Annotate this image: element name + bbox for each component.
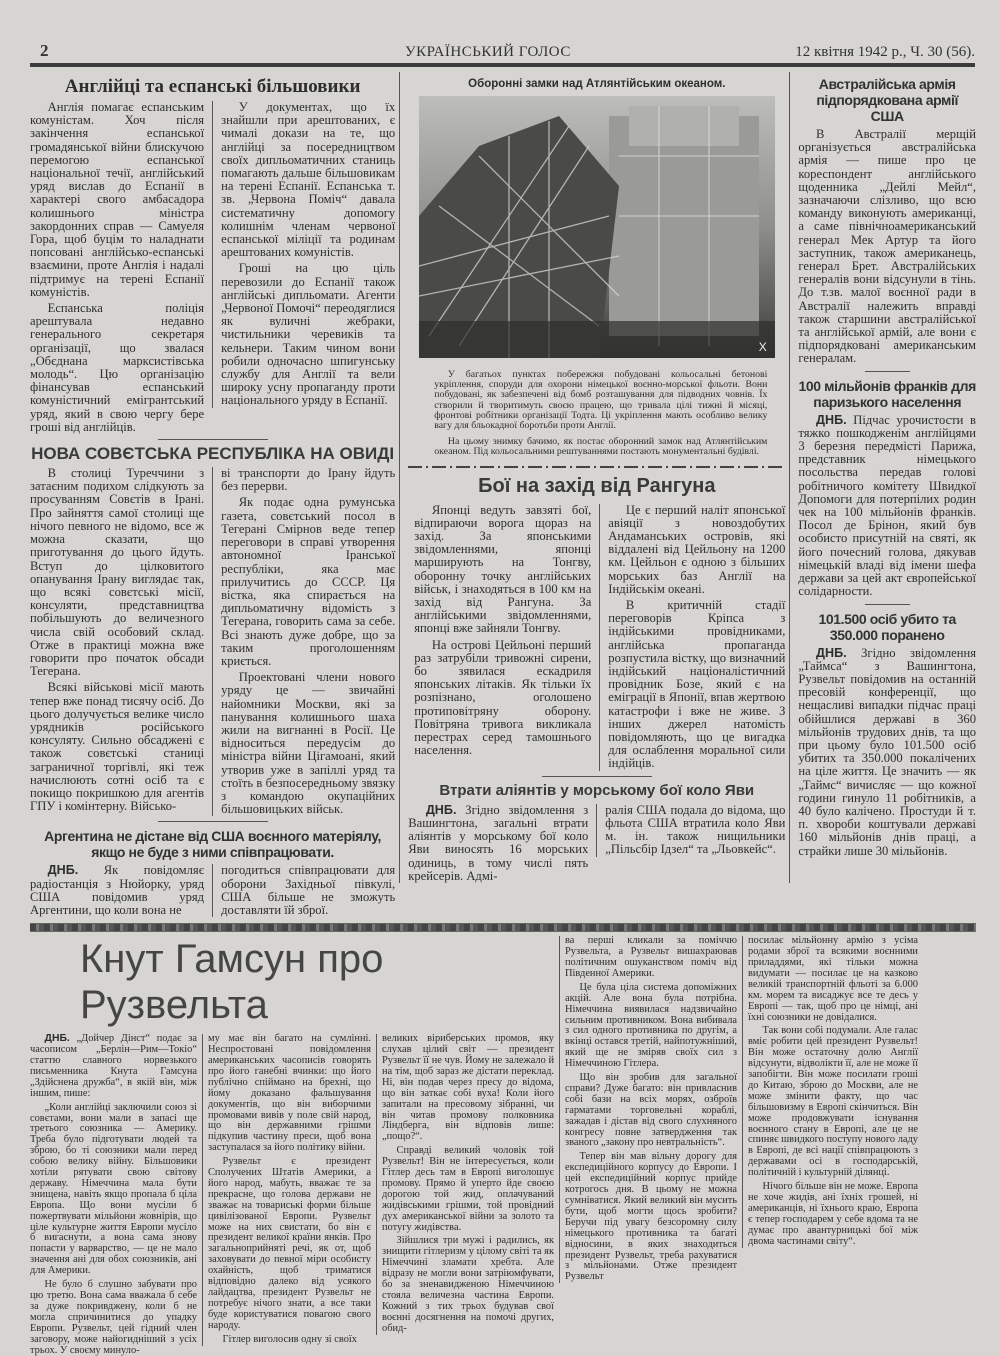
paragraph — [30, 1280, 197, 1356]
paragraph-text: му має він багато на сумлінні. Неспростовані повідомлення американських часописів говорять про його ганебні вчинки: що його публічно спіймано на брехні, що йому доказано фальшування документів, що він виборчими промовами вивів у поле свій народ, що він державними грішми підкупив частину преси, щоб вона заступалася за його політику війни. — [208, 1033, 371, 1154]
left-stack — [30, 72, 399, 917]
news-agency-lead: ДНБ. — [47, 863, 79, 878]
article-rangoon — [408, 474, 785, 771]
paragraph-text: Як повідомляє радіостанція з Нюйорку, уряд США повідомив уряд Аргентини, що коли вона не — [30, 863, 205, 917]
paragraph — [221, 467, 395, 493]
caption-paragraph: На цьому знимку бачимо, як постає оборонний замок над Атлянтійським океаном. Під кольосальними рештуваннями постають монументальні будівлі. — [434, 436, 768, 458]
caption-paragraph: У багатьох пунктах побережжя побудовані кольосальні бетонові укріплення, споруди для охорони німецької воєнно-морської фльоти. Вони побудовані, як забезпечені від бомб розташування для підводних човнів. Їх створили й творитимуть своєю працею, що тривала цілі тижні й місяці, фронтові робітники організації Тодта. Ці укріплення мають особливо велику вагу для бльокадної боротьби проти Англії. — [434, 369, 768, 432]
paragraph-text: ралія США подала до відома, що фльота США втратила коло Яви м. ін. також нищильники „Пільсбір Ідзел“ та „Льовкейс“. — [605, 802, 786, 857]
paragraph — [221, 864, 395, 917]
photo-atlantic-fortifications — [419, 96, 775, 358]
paragraph-text: Це є перший наліт японської авіяції з новоздобутих Андаманських островів, які віддалені від Цейльону на 1200 км. Цейльон є одною з більших морських баз Англії на Індійськім океані. — [608, 502, 786, 596]
article-argentina — [30, 824, 395, 917]
paragraph — [798, 647, 976, 858]
article-column — [742, 936, 918, 1247]
paragraph-text: В Австралії мерщій організується австралійська армія — пише про це кореспондент англійського щоденника „Дейлі Мейл“, зазначаючи слізливо, що всю команду виконують американці, а саме північноамериканський генерал Мек Артур та його заступник, також американець, генерал Брет. Австралійських генералів вони відсунули в тінь. До т.зв. малої воєнної ради в Австралії належить вправді також старшини австралійської та англійської армій, але вони є підпорядковані американським генералам. — [798, 127, 976, 366]
photo-marker: X — [758, 340, 767, 354]
paragraph-text: На острові Цейльоні перший раз затрубіли тривожні сирени, бо зявилася ескадриля японських літаків. Як тільки їх розпізнано, оголошено протиповітряну оборону. Повітряна тривога викликала перестрах серед тамошнього населення. — [414, 637, 592, 758]
article-columns — [798, 414, 976, 599]
paragraph-text: ві транспорти до Ірану йдуть без перерви. — [221, 466, 396, 494]
article-columns — [798, 128, 976, 366]
paragraph — [565, 983, 737, 1070]
separator — [865, 371, 910, 372]
paragraph-text: Всякі військові місії мають тепер вже понад тисячу осіб. До цього долучується велике число урядників російського консуляту. Сильно обсаджені є також совєтські станиці заграничної торгівлі, які теж начислюють сотні осіб та є покищо покришкою для агентів ГПУ і комінтерну. Військо- — [30, 680, 205, 814]
paragraph — [30, 467, 204, 678]
article-column — [30, 1034, 202, 1356]
paragraph — [208, 1335, 371, 1346]
page-body — [30, 72, 976, 1356]
article-spain — [30, 72, 395, 434]
paragraph-text: Як подає одна румунська газета, совєтський посол в Тегерані Смірнов веде тепер переговори в справі утворення автономної Іранської республіки, яка має прилучитись до СССР. Ця вістка, яка спирається на дипльоматичну відомість з Тегерана, говорить сама за себе. Всі знають дуже добре, що за таким проголошенням криється. — [221, 495, 396, 668]
paragraph — [208, 1157, 371, 1332]
paragraph-text: Нічого більше він не може. Европа не хоче жидів, ані їхніх грошей, ні американців, ні їхнього краю, Европа є тепер господарем у себе вдома та не думає про авантурницькі бої між двома частинами світу“. — [748, 1181, 918, 1247]
paragraph — [382, 1236, 554, 1334]
photo-block — [408, 72, 785, 474]
paragraph-text: Так вони собі подумали. Але галас вміє робити цей президент Рузвельт! Він може остаточну долю Англії відсунути, відволікти її, але не може її запобігти. Він може посилати гроші до Китаю, зброю до Москви, але не може змінити факту, що час більшовизму в Европі скінчиться. Він може продовжувати існування воєнного стану в Европі, але це не спиняє швидкого поступу нового ладу в Европі, де всі нації співпрацюють з державами осі в господарській, політичній і культурній ділянці. — [748, 1025, 918, 1179]
article-column — [30, 467, 204, 813]
news-agency-lead: ДНБ. — [44, 1033, 70, 1045]
paragraph — [608, 599, 785, 771]
article-iran — [30, 442, 395, 816]
page-number: 2 — [40, 41, 49, 60]
paragraph-text: Японці ведуть завзяті бої, відпираючи ворога щораз на захід. За японськими звідомленнями, японці марширують на Тонгву, оборонну точку англійських військ, і знаходяться в 100 км на захід від Рангуна. За англійськими звідомленнями, японці вже зайняли Тонгву. — [414, 502, 592, 636]
upper-section — [30, 72, 976, 917]
middle-stack — [399, 72, 790, 883]
article-column — [559, 936, 742, 1283]
article-column — [376, 1034, 559, 1334]
separator — [158, 821, 268, 822]
paragraph-text: Це була ціла система допоміжних акцій. Але вона була потрібна. Німеччина виявилася надзвичайно сильним противником. Вона вибивала з сил одного противника по другім, а вкінці остався третій, найпотужніший, який ще не зміряв своїх сил з Німеччиною Гітлера. — [565, 981, 737, 1070]
article-column — [798, 128, 976, 366]
paragraph — [221, 262, 395, 407]
article-column — [212, 101, 395, 408]
paragraph-text: „Дойчер Дінст“ подає за часописом „Берлін—Рим—Токіо“ статтю славного норвезького письменника Кнута Гамсуна „Здійснена дружба“, в якій він, між іншим, пише: — [30, 1033, 197, 1099]
paragraph-text: „Коли англійці заключили союз зі совєтами, вони мали в запасі ще третього союзника — Америку. Треба було підготувати людей та зброю, бо ті союзники мали перед собою велику війну. Більшовики хотіли рятувати свою світову державу. Німеччина мала бути знищена, навіть якщо пропала б ціла Европа. Що вони мусіли б пожертвувати мільйони жовнірів, що ціле культурне життя Европи мусіло б вигаснути, а вона сама знову попасти у варварство, — це не мало значення ані для обох союзників, ані для Америки. — [30, 1101, 197, 1277]
photo-title: Оборонні замки над Атлянтійським океаном. — [468, 78, 726, 90]
paragraph — [382, 1034, 554, 1143]
article-java — [408, 779, 785, 883]
article-columns — [408, 804, 785, 883]
issue-date: 12 квітня 1942 р., Ч. 30 (56). — [795, 44, 975, 60]
headline: Кнут Гамсун про Рузвельта — [80, 937, 384, 1028]
article-columns — [30, 467, 395, 816]
headline: Австралійська армія підпорядкована армії США — [816, 76, 959, 124]
separator — [158, 439, 268, 440]
paragraph — [798, 128, 976, 366]
header-rule — [30, 63, 975, 67]
headline: 101.500 осіб убито та 350.000 поранено — [818, 610, 956, 643]
paragraph-text: Зійшлися три мужі і радились, як знищити гітлеризм у цілому світі та як Німеччині зламати хребта. Але відразу не могли вони затріюмфувати, бо за зненавидженою Німеччиною стояла величезна частина Европи. Кожний з тих трьох будував свої воєнні досягнення на помочі других, обид- — [382, 1235, 554, 1334]
paragraph — [414, 639, 591, 758]
photo-caption — [408, 370, 785, 458]
paragraph-text: У документах, що їх знайшли при арештованих, є чималі докази на те, що англійці за посередництвом своїх дипльоматичних станиць помагають дальше більшовикам на терені Еспанії. Еспанська т. зв. „Червона Поміч“ давала систематичну допомогу колишнім членам червоної еспанської міліції та родинам арештованих комуністів. — [221, 100, 396, 260]
paragraph — [748, 1182, 918, 1247]
article-paris — [798, 374, 976, 599]
paragraph-text: погодиться співпрацювати для оборони Західньої півкулі, США більше не зможуть доставляти їй зброї. — [221, 863, 396, 917]
separator — [542, 776, 652, 777]
news-agency-lead: ДНБ. — [425, 802, 457, 817]
article-column — [599, 504, 785, 771]
paragraph-text: великих віриберських промов, яку слухав цілий світ — президент Рузвельт її не чув. Йому не залежало й на тім, щоб зараз же дістати переклад. Ні, він подав через пресу до відома, що він заткає собі вуха! Коли його запитали на пресовому зібранні, чи він читав промову полковника Ліндберга, він відповів лише: „пощо?“. — [382, 1033, 554, 1143]
article-accidents — [798, 607, 976, 858]
news-agency-lead: ДНБ. — [816, 412, 847, 427]
article-column — [798, 647, 976, 858]
paragraph — [748, 1026, 918, 1179]
paragraph — [608, 504, 785, 596]
paragraph-text: Англія помагає еспанським комуністам. Хоч після закінчення еспанської громадянської війни блискучою перемогою еспанської національної течії, англійський уряд вислав до Еспанії в характері свого амбасадора колишнього міністра закордонних справ — Самуеля Гора, щоб буцім то наладнати попсовані англійсько-еспанські взаємини, проте Англія і надалі підтримує на терені Еспанії комуністів. — [30, 100, 205, 299]
paragraph-text: Не було б слушно забувати про цю третю. Вона сама вважала б себе за дуже покривджену, коли б не могла спричинитися до упадку Европи. Рузвельт, цей гідний член заговору, може найогиднiший з усіх трьох. У своєму минуло- — [30, 1279, 197, 1356]
page-flow — [30, 72, 976, 1356]
paragraph — [565, 936, 737, 980]
headline: Втрати аліянтів у морському бої коло Яви — [439, 781, 755, 799]
paragraph-text: Еспанська поліція арештувала недавно генерального секретаря організації, що звалася „Обєднана марксистівська молодь“. Цю організацію фінансував еспанський комуністичний емігрантський уряд, який в свою чергу бере гроші від англійців. — [30, 301, 205, 434]
article-column — [30, 101, 204, 434]
paragraph — [30, 681, 204, 813]
headline: Англійці та еспанські більшовики — [64, 76, 361, 97]
paragraph-text: ва перші кликали за поміччю Рузвельта, а Рузвельт вишахраював політичним ошуканством поміч від Південної Америки. — [565, 935, 737, 979]
newspaper-title: УКРАЇНСЬКИЙ ГОЛОС — [405, 44, 571, 60]
paragraph — [221, 671, 395, 816]
paragraph — [30, 101, 204, 299]
article-hamsun — [30, 936, 976, 1356]
headline: Бої на захід від Рангуна — [478, 474, 716, 497]
paragraph — [30, 302, 204, 434]
paragraph-text: Згідно звідомлення „Таймса“ з Вашингтона, Рузвельт повідомив на останній пресовій конференції, що нещасливі випадки підчас праці обійшлися державі в 360 мільйонів трудових днів, та що при цьому було 101.500 осіб убитих та 350.000 покалічених на ціле життя. Це значить — як „Таймс“ вичисляє — що кожної години гинуло 11 робітників, а 40 було калічено. Простуди й т. п. хвороби коштували державі 160 мільйонів днів праці, а страйки лише 30 мільйонів. — [798, 645, 976, 858]
right-stack — [790, 72, 976, 858]
paragraph — [414, 504, 591, 636]
article-column — [798, 414, 976, 599]
article-columns — [30, 864, 395, 917]
paragraph — [748, 936, 918, 1023]
separator — [408, 466, 785, 468]
headline: 100 мільйонів франків для паризького населення — [798, 377, 976, 410]
paragraph-text: В критичній стадії переговорів Кріпса з індійськими провідниками, англійська пропаганда розпустила вістку, що визначний індійський націоналістичний провідник Бозе, який є на еміграції в Японії, впав жертвою катастрофи і вже не живе. З інших джерел натомість повідомляють, що це вигадка для ослаблення моральної сили індійців. — [608, 598, 786, 771]
article-column — [212, 467, 395, 816]
paragraph — [30, 1034, 197, 1099]
paragraph — [221, 496, 395, 668]
paragraph-text: Згідно звідомлення з Вашингтона, загальні втрати аліянтів у морському бої коло Яви виносять 16 морських одиниць, в тому числі пять крейсерів. Адмі- — [408, 802, 589, 883]
paragraph — [565, 1073, 737, 1149]
article-column — [212, 864, 395, 917]
section-rule — [30, 923, 976, 932]
paragraph — [30, 1103, 197, 1278]
article-columns — [798, 647, 976, 858]
article-column — [596, 804, 785, 857]
article-column — [408, 804, 588, 883]
paragraph-text: Що він зробив для загальної справи? Дуже багато: він привласнив собі бази на всіх морях, озброїв гарматами торговельні кораблі, зажадав і дістав від свого слухняного конгресу повне затвердження так званого „закону про невтральність“. — [565, 1072, 737, 1149]
paragraph — [798, 414, 976, 599]
paragraph — [605, 804, 785, 857]
paragraph-text: Тепер він мав вільну дорогу для експедиційного корпусу до Европи. І цей експедиційний корпус прийде котрогось дня. В цьому не можна сумніватися. Який великий він мусить бути, щоб могти щось зробити? Беручи під увагу безсоромну силу німецького противника та багаті відносини, в яких знаходиться президент Рузвельт, треба рахуватися з мільйонами. Отже президент Рузвельт — [565, 1151, 737, 1283]
paragraph — [408, 804, 588, 883]
paragraph — [208, 1034, 371, 1154]
article-column — [30, 864, 204, 917]
headline: НОВА СОВЄТСЬКА РЕСПУБЛІКА НА ОВИДІ — [31, 444, 395, 464]
news-agency-lead: ДНБ. — [816, 645, 847, 660]
paragraph-text: В столиці Туреччини з затаєним подихом слідкують за просуванням Совєтів в Ірані. Про зайняття самої столиці ще нічого певного не відомо, все ж можна сказати, що приготування до цього йдуть. Вступ до цілковитого опанування Ірану виглядає так, що всякі совєтські місії, консуляти, представництва побільшують до величезного числа свій особовий склад. Отже в практиці можна вже говорити про початок обсади Тегерана. — [30, 466, 205, 679]
article-column — [414, 504, 591, 758]
article-column — [202, 1034, 376, 1345]
article-australia — [798, 72, 976, 366]
paragraph-text: Гітлер виголосив одну зі своїх — [222, 1333, 358, 1345]
separator — [865, 604, 910, 605]
paragraph-text: Гроші на цю ціль перевозили до Еспанії також англійські дипльомати. Агенти „Червоної Помочі“ переодяглися як вуличні жебраки, чистильники черевиків та кельнери. Таким чином вони робили одночасно шпигунську службу для Англії та вели широку усну пропаганду проти національного уряду в Еспанії. — [221, 261, 396, 408]
paragraph-text: Підчас урочистости в тяжко пошкодженім англійцями 3 березня передмісті Парижа, представник німецького посольства передав голові робітничого комітету Швидкої Допомоги для потерпілих родин чек на 100 мільйонів франків. Посол де Брінон, який був особисто присутній на святі, як його почесний голова, дякував німецькій владі від імени шефа держави за цей акт європейської солідарности. — [798, 412, 976, 599]
paragraph — [221, 101, 395, 259]
article-columns — [30, 101, 395, 434]
paragraph — [382, 1146, 554, 1233]
paragraph-text: посилає мільйонну армію з усіма родами зброї та всякими воєнними приладдями, які тільки можна видумати — посилає це на казково великій транспортній фльоті за 6.000 км. морем та висаджує все те десь у Европі — так, щоб про це німці, ані їхні союзники не довідалися. — [748, 935, 918, 1023]
paragraph-text: Проектовані члени нового уряду це — звичайні найомники Москви, які за панування колишнього шаха жили на вигнанні в Росії. Це відноситься передусім до міністра війни Цігамоані, який утворив уже в запіллі уряд та стоїть в безпосередньому звязку з командою окупаційних більшовицьких військ. — [221, 670, 396, 817]
headline: Аргентина не дістане від США воєнного матеріялу, якщо не буде з ними співпрацювати. — [44, 828, 382, 861]
paragraph — [565, 1152, 737, 1283]
paragraph-text: Справді великий чоловік той Рузвельт! Він не інтересується, коли Гітлер десь там в Европі виголошує промову. Прямо й уперто йде своєю дорогою той жид, оплачуваний жидівськими грішми, той провідний дух американської війни за золото та потугу жидівства. — [382, 1145, 554, 1233]
paragraph — [30, 864, 204, 917]
paragraph-text: Рузвельт є президент Сполучених Штатів Америки, а його народ, мабуть, вважає те за прекрасне, що голова держави не зважає на товариські форми більше цивілізованої Европи. Рузвельт може на них свистати, бо він є президент великої країни янків. Про загальноприйняті речі, як от, щоб заховувати до певної міри особисту охайність, щоб триматися відповідно далеко від усякого лайдацтва, президент Рузвельт не потребує нічого знати, а все таки буде користуватися повагою свого народу. — [208, 1156, 371, 1331]
article-columns — [408, 504, 785, 771]
